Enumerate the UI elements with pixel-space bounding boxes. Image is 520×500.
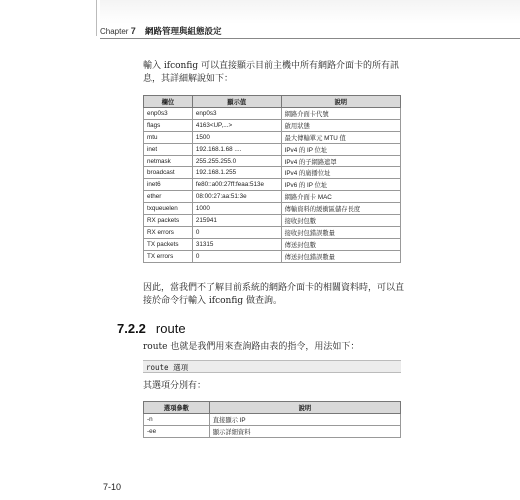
description-cell: IPv4 的 IP 位址 bbox=[281, 143, 400, 155]
field-cell: inet6 bbox=[144, 179, 193, 191]
value-cell: 1000 bbox=[192, 203, 281, 215]
description-cell: 接收封包錯誤數量 bbox=[281, 226, 400, 238]
chapter-word: Chapter bbox=[100, 27, 129, 36]
ifconfig-table bbox=[143, 95, 401, 263]
chapter-label bbox=[100, 26, 136, 36]
table-row bbox=[144, 167, 401, 179]
route-intro: route 也就是我們用來查詢路由表的指令，用法如下： bbox=[143, 342, 360, 352]
field-cell: enp0s3 bbox=[144, 108, 193, 120]
description-cell: 顯示詳細資料 bbox=[209, 425, 400, 437]
table-row bbox=[144, 191, 401, 203]
chapter-number: 7 bbox=[130, 26, 136, 36]
value-cell: 0 bbox=[192, 250, 281, 262]
table-row bbox=[144, 143, 401, 155]
description-cell: IPv4 的廣播位址 bbox=[281, 167, 400, 179]
table-row bbox=[144, 155, 401, 167]
value-cell: 08:00:27:aa:51:3e bbox=[192, 191, 281, 203]
table-row bbox=[144, 238, 401, 250]
field-cell: broadcast bbox=[144, 167, 193, 179]
description-cell: 最大傳輸單元 MTU 值 bbox=[281, 131, 400, 143]
option-cell: -n bbox=[144, 414, 210, 426]
value-cell: enp0s3 bbox=[192, 108, 281, 120]
field-cell: inet bbox=[144, 143, 193, 155]
description-cell: 網路介面卡 MAC bbox=[281, 191, 400, 203]
field-cell: flags bbox=[144, 119, 193, 131]
value-cell: 255.255.255.0 bbox=[192, 155, 281, 167]
value-cell: 215941 bbox=[192, 215, 281, 227]
description-cell: 網路介面卡代號 bbox=[281, 108, 400, 120]
column-header-description: 說明 bbox=[281, 96, 400, 108]
table-row bbox=[144, 414, 401, 426]
option-cell: -ee bbox=[144, 425, 210, 437]
table-header-row bbox=[144, 96, 401, 108]
after-table-paragraph: 因此，當我們不了解目前系統的網路介面卡的相關資料時，可以直接於命令行輸入 ifconfig 做查詢。 bbox=[143, 283, 405, 306]
value-cell: 1500 bbox=[192, 131, 281, 143]
field-cell: ether bbox=[144, 191, 193, 203]
table-row bbox=[144, 179, 401, 191]
section-heading bbox=[117, 321, 186, 336]
description-cell: IPv6 的 IP 位址 bbox=[281, 179, 400, 191]
field-cell: txqueuelen bbox=[144, 203, 193, 215]
table-row bbox=[144, 203, 401, 215]
description-cell: 傳輸資料的緩衝區儲存長度 bbox=[281, 203, 400, 215]
description-cell: 直接顯示 IP bbox=[209, 414, 400, 426]
field-cell: mtu bbox=[144, 131, 193, 143]
table-header-row bbox=[144, 402, 401, 414]
header-divider bbox=[96, 0, 97, 36]
column-header-value: 顯示值 bbox=[192, 96, 281, 108]
table-row bbox=[144, 250, 401, 262]
options-table bbox=[143, 401, 401, 438]
field-cell: netmask bbox=[144, 155, 193, 167]
field-cell: RX packets bbox=[144, 215, 193, 227]
table-row bbox=[144, 425, 401, 437]
field-cell: RX errors bbox=[144, 226, 193, 238]
intro-paragraph: 輸入 ifconfig 可以直接顯示目前主機中所有網路介面卡的所有訊息，其詳細解說如下： bbox=[143, 61, 399, 84]
chapter-title: 網路管理與組態設定 bbox=[145, 27, 222, 37]
options-intro: 其選項分別有： bbox=[143, 381, 207, 391]
field-cell: TX packets bbox=[144, 238, 193, 250]
description-cell: IPv4 的子網路遮罩 bbox=[281, 155, 400, 167]
value-cell: 192.168.1.255 bbox=[192, 167, 281, 179]
description-cell: 傳送封包錯誤數量 bbox=[281, 250, 400, 262]
table-row bbox=[144, 119, 401, 131]
value-cell: 4163<UP,...> bbox=[192, 119, 281, 131]
table-row bbox=[144, 226, 401, 238]
route-code-block: route 選項 bbox=[143, 360, 401, 373]
description-cell: 接收封包數 bbox=[281, 215, 400, 227]
field-cell: TX errors bbox=[144, 250, 193, 262]
value-cell: 192.168.1.68 .... bbox=[192, 143, 281, 155]
page-number: 7-10 bbox=[103, 482, 122, 492]
column-header-option: 選項參數 bbox=[144, 402, 210, 414]
value-cell: 31315 bbox=[192, 238, 281, 250]
header-rule bbox=[100, 38, 520, 39]
table-row bbox=[144, 131, 401, 143]
value-cell: 0 bbox=[192, 226, 281, 238]
header-shade bbox=[100, 0, 520, 24]
page-header bbox=[0, 0, 520, 40]
column-header-description: 說明 bbox=[209, 402, 400, 414]
table-row bbox=[144, 108, 401, 120]
value-cell: fe80::a00:27ff:feaa:513e bbox=[192, 179, 281, 191]
column-header-field: 欄位 bbox=[144, 96, 193, 108]
section-title: route bbox=[155, 321, 186, 336]
table-row bbox=[144, 215, 401, 227]
description-cell: 啟用狀態 bbox=[281, 119, 400, 131]
section-number: 7.2.2 bbox=[117, 321, 146, 336]
description-cell: 傳送封包數 bbox=[281, 238, 400, 250]
